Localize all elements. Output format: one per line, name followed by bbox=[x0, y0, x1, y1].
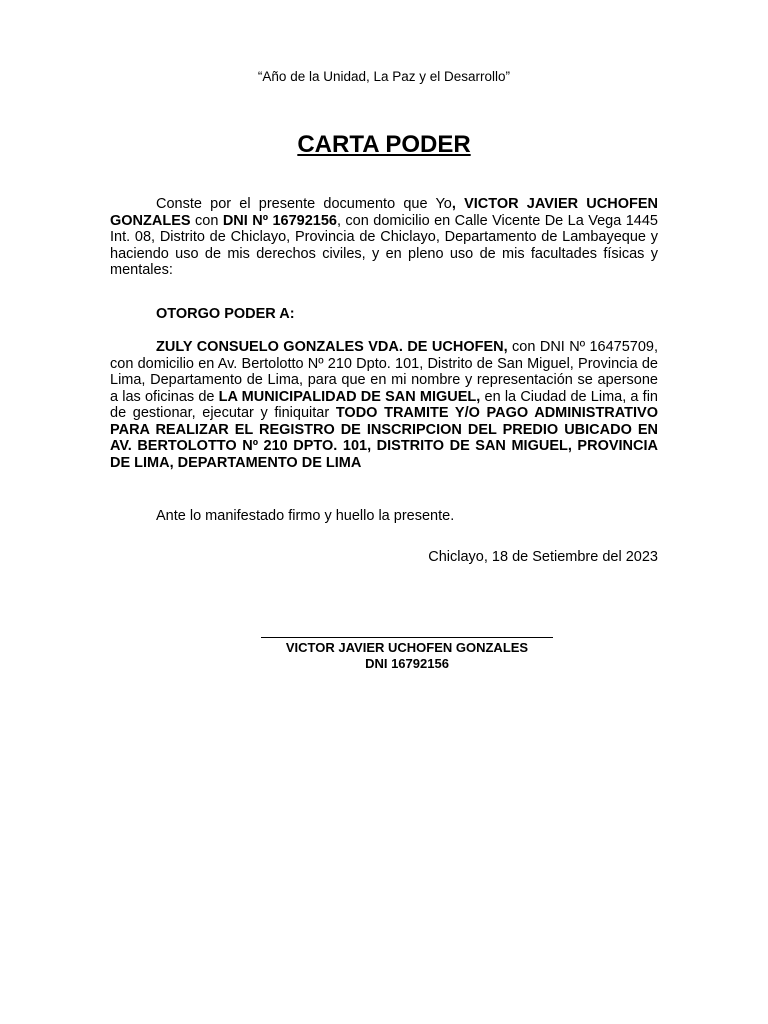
grant-text-2: en la Ciudad de Lima, a fin de gestionar, ejecutar y finiquitar bbox=[110, 388, 659, 421]
grantor-dni: DNI Nº 16792156 bbox=[222, 212, 337, 229]
declaration-paragraph bbox=[110, 196, 658, 279]
grant-entity: LA MUNICIPALIDAD DE SAN MIGUEL, bbox=[218, 388, 481, 405]
grant-paragraph bbox=[110, 339, 658, 471]
declaration-rest: , con domicilio en Calle Vicente De La Vega 1445 Int. 08, Distrito de Chiclayo, Provincia de Chiclayo, Departamento de Lambayeque y haciendo uso de mis derechos civiles, y en pleno uso de mis facultades físicas y mentales: bbox=[110, 212, 658, 278]
signatory-name: VICTOR JAVIER UCHOFEN GONZALES bbox=[285, 640, 529, 655]
document-title: CARTA PODER bbox=[297, 131, 471, 158]
grant-purpose: TODO TRAMITE Y/O PAGO ADMINISTRATIVO PARA REALIZAR EL REGISTRO DE INSCRIPCION DEL PREDIO UBICADO EN AV. BERTOLOTTO Nº 210 DPTO. 101, DISTRITO DE SAN MIGUEL, PROVINCIA DE LIMA, DEPARTAMENTO DE LIMA bbox=[110, 405, 659, 471]
grantee-name: ZULY CONSUELO GONZALES VDA. DE UCHOFEN, bbox=[156, 339, 508, 355]
year-motto: “Año de la Unidad, La Paz y el Desarrollo” bbox=[257, 69, 511, 84]
declaration-con: con bbox=[190, 212, 223, 229]
grantor-name: VICTOR JAVIER UCHOFEN GONZALES bbox=[110, 196, 658, 229]
declaration-comma: , bbox=[451, 196, 465, 212]
signatory-dni: DNI 16792156 bbox=[365, 656, 449, 671]
grant-heading: OTORGO PODER A: bbox=[156, 306, 295, 322]
signature-line bbox=[261, 637, 553, 638]
grant-text-1: con DNI Nº 16475709, con domicilio en Av. Bertolotto Nº 210 Dpto. 101, Distrito de San Miguel, Provincia de Lima, Departamento de Lima, para que en mi nombre y representación se apersone a las oficinas de bbox=[110, 339, 658, 405]
closing-paragraph: Ante lo manifestado firmo y huello la presente. bbox=[156, 508, 455, 524]
declaration-intro: Conste por el presente documento que Yo bbox=[156, 196, 452, 212]
date-line: Chiclayo, 18 de Setiembre del 2023 bbox=[428, 549, 658, 565]
